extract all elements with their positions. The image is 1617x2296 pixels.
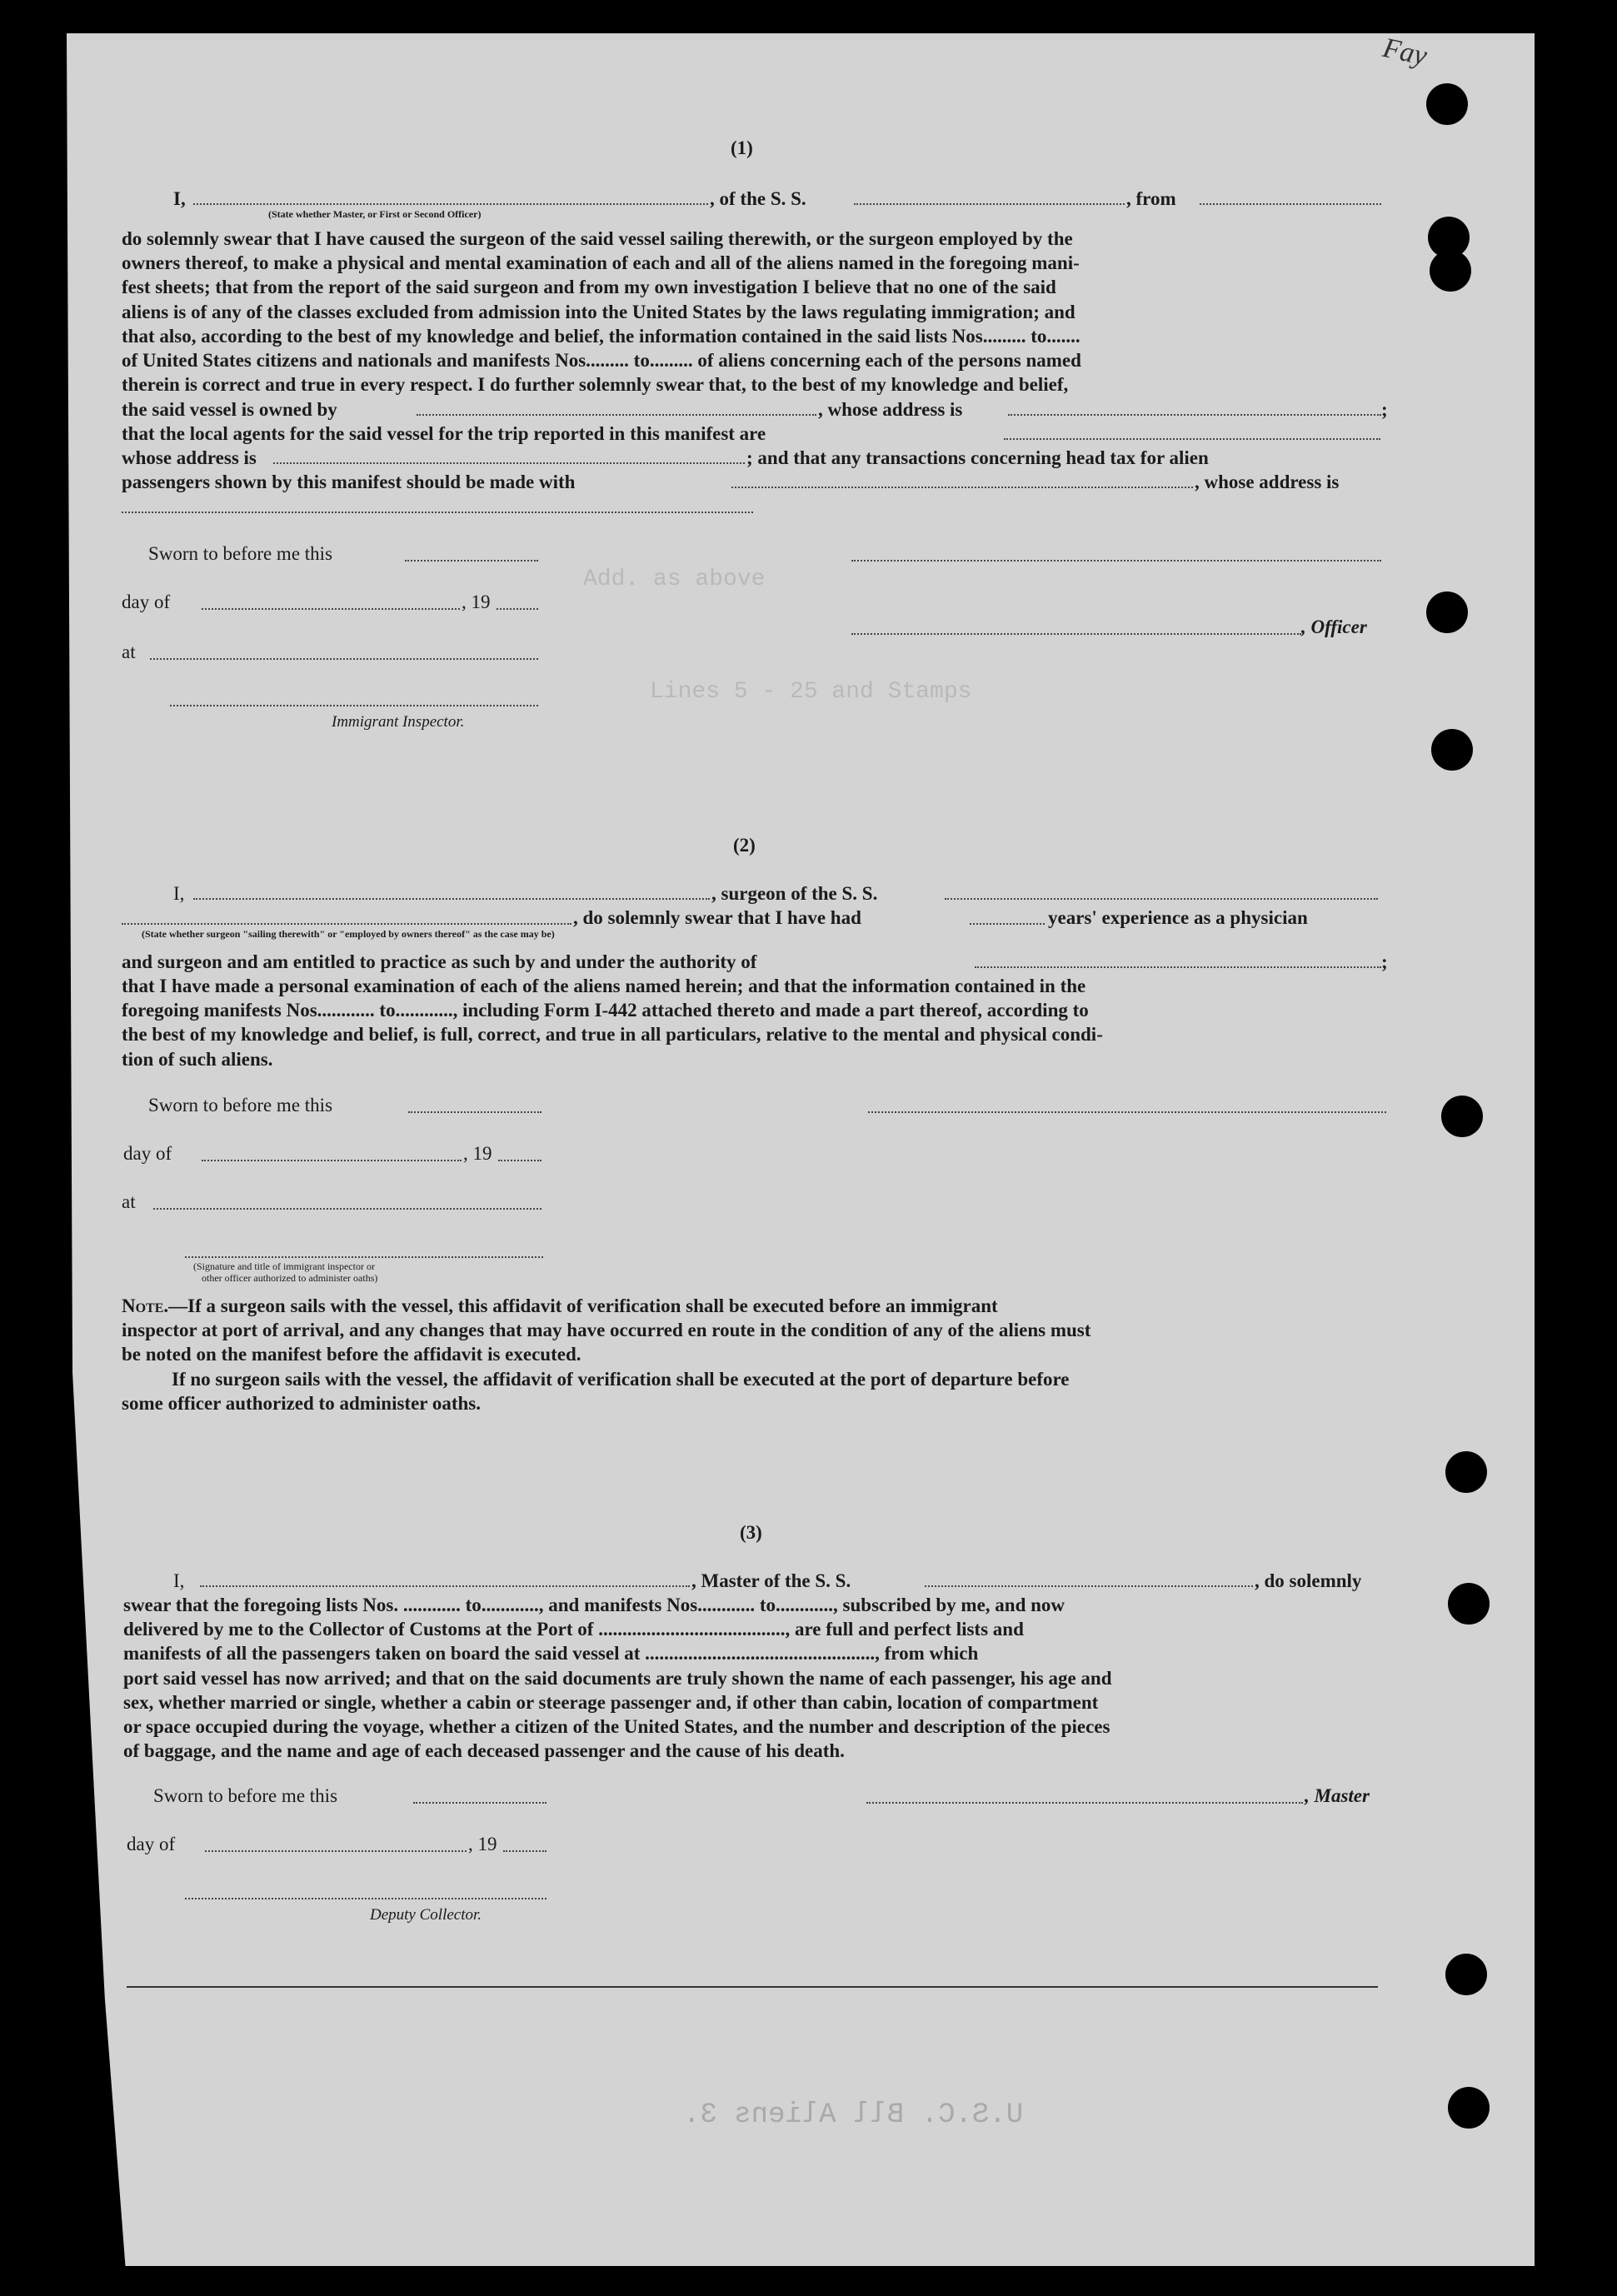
semicolon: ; (1381, 399, 1388, 420)
agent-address-label: whose address is (122, 447, 257, 468)
year-field[interactable] (497, 608, 538, 610)
place-field[interactable] (150, 658, 538, 660)
do-solemnly-label: , do solemnly (1255, 1570, 1362, 1591)
head-tax-text: ; and that any transactions concerning head tax for alien (746, 447, 1209, 468)
oath-line: or space occupied during the voyage, whether a citizen of the United States, and the number and description of the pieces (123, 1716, 1110, 1738)
handwritten-mark: Fay (1380, 32, 1430, 72)
day-of-label: day of (123, 1143, 172, 1164)
authority-field[interactable] (975, 966, 1381, 968)
local-agents-field[interactable] (1004, 438, 1380, 440)
punch-hole (1445, 1954, 1487, 1995)
signature-note: (Signature and title of immigrant inspector or (193, 1260, 375, 1272)
signature-note: other officer authorized to administer oaths) (202, 1272, 378, 1284)
oath-line: manifests of all the passengers taken on board the said vessel at ................................................, from which (123, 1643, 979, 1665)
authority-label: and surgeon and am entitled to practice as such by and under the authority of (122, 951, 757, 972)
oath-line: swear that the foregoing lists Nos. ............ to............, and manifests Nos............ to............, subscribed by me, and now (123, 1595, 1066, 1615)
years-experience-label: years' experience as a physician (1048, 907, 1308, 928)
sworn-label: Sworn to before me this (153, 1785, 338, 1806)
oath-line: foregoing manifests Nos............ to............, including Form I-442 attached thereto and made a part thereof, according to (122, 1000, 1089, 1021)
sworn-label: Sworn to before me this (148, 1095, 333, 1116)
oath-line: sex, whether married or single, whether a cabin or steerage passenger and, if other than cabin, location of compartment (123, 1691, 1099, 1713)
surgeon-of-label: , surgeon of the S. S. (711, 883, 878, 904)
officer-signature-field[interactable] (851, 560, 1381, 562)
oath-line: of United States citizens and nationals and manifests Nos......... to......... of aliens concerning each of the persons named (122, 350, 1081, 372)
oath-line: aliens is of any of the classes excluded from admission into the United States by the laws regulating immigration; and (122, 301, 1076, 322)
note-line: If no surgeon sails with the vessel, the affidavit of verification shall be executed at the port of departure before (172, 1368, 1070, 1390)
sworn-day-field[interactable] (405, 560, 538, 562)
master-name-field[interactable] (193, 203, 708, 205)
deputy-collector-label: Deputy Collector. (370, 1906, 482, 1924)
note-line: —If a surgeon sails with the vessel, this affidavit of verification shall be executed before an immigrant (168, 1295, 998, 1316)
vessel-name-field[interactable] (854, 203, 1125, 205)
agent-address-field[interactable] (273, 462, 745, 464)
day-of-label: day of (127, 1834, 176, 1854)
oath-line: tion of such aliens. (122, 1048, 273, 1070)
of-ss-label: , of the S. S. (710, 188, 806, 209)
surgeon-vessel-field[interactable] (945, 898, 1378, 900)
from-port-field[interactable] (1200, 203, 1381, 205)
officer-label: , Officer (1301, 616, 1367, 637)
footer-stamp: U.S.C. Bll Aliens 3. (683, 2099, 1024, 2131)
immigrant-inspector-label: Immigrant Inspector. (332, 713, 465, 731)
master-signature-field[interactable] (866, 1802, 1303, 1804)
whose-address-end-label: , whose address is (1195, 472, 1340, 492)
punch-hole (1426, 83, 1468, 125)
at-label: at (122, 641, 136, 662)
verifier-signature-field[interactable] (185, 1256, 543, 1258)
year-label: , 19 (468, 1834, 497, 1854)
note-label: Note. (122, 1295, 169, 1316)
year-field[interactable] (498, 1160, 541, 1161)
master-of-label: , Master of the S. S. (691, 1570, 851, 1591)
oath-paragraph-1 (122, 227, 1385, 397)
note-line: some officer authorized to administer oaths. (122, 1392, 481, 1414)
head-tax-address-field[interactable] (122, 512, 753, 513)
i-label: I, (173, 188, 186, 209)
years-field[interactable] (970, 923, 1045, 925)
from-label: , from (1126, 188, 1176, 209)
place-field[interactable] (153, 1208, 541, 1210)
oath-line: delivered by me to the Collector of Customs at the Port of ......................................., are full and perfect lists and (123, 1619, 1024, 1640)
month-field[interactable] (202, 1160, 462, 1161)
inspector-signature-field[interactable] (170, 705, 538, 706)
semicolon: ; (1381, 951, 1388, 972)
at-label: at (122, 1191, 136, 1212)
i-label: I, (173, 1570, 185, 1591)
punch-hole (1445, 1451, 1487, 1493)
surgeon-status-note: (State whether surgeon "sailing therewith" or "employed by owners thereof" as the case may be) (142, 928, 555, 940)
month-field[interactable] (202, 608, 460, 610)
officer-rank-note: (State whether Master, or First or Second Officer) (268, 208, 482, 220)
year-label: , 19 (462, 591, 491, 612)
punch-hole (1426, 591, 1468, 633)
owner-address-field[interactable] (1008, 414, 1381, 416)
whose-address-label: , whose address is (818, 399, 963, 420)
note-line: inspector at port of arrival, and any changes that may have occurred en route in the condition of any of the aliens must (122, 1320, 1091, 1341)
master-name-field[interactable] (200, 1585, 690, 1587)
surgeon-name-field[interactable] (193, 898, 710, 900)
swear-had-label: , do solemnly swear that I have had (573, 907, 861, 928)
oath-line: therein is correct and true in every respect. I do further solemnly swear that, to the best of my knowledge and belief, (122, 374, 1069, 396)
oath-line: owners thereof, to make a physical and mental examination of each and all of the aliens named in the foregoing mani- (122, 252, 1080, 274)
section-number-2: (2) (733, 835, 756, 856)
section-number-3: (3) (740, 1522, 762, 1543)
punch-hole (1441, 1096, 1483, 1137)
oath-line: that also, according to the best of my knowledge and belief, the information contained in the said lists Nos......... to....... (122, 325, 1080, 347)
oath-line: of baggage, and the name and age of each deceased passenger and the cause of his death. (123, 1740, 845, 1762)
master-label: , Master (1305, 1785, 1370, 1806)
oath-line: that I have made a personal examination of each of the aliens named herein; and that the information contained in the (122, 976, 1086, 996)
month-field[interactable] (205, 1850, 467, 1852)
punch-hole (1430, 250, 1471, 292)
head-tax-agent-field[interactable] (731, 487, 1193, 488)
i-label: I, (173, 883, 185, 904)
day-of-label: day of (122, 591, 171, 612)
owner-field[interactable] (417, 414, 816, 416)
master-vessel-field[interactable] (925, 1585, 1253, 1587)
note-paragraph (122, 1294, 1388, 1415)
punch-hole (1448, 1583, 1490, 1625)
section-number-1: (1) (731, 137, 753, 158)
note-line: be noted on the manifest before the affidavit is executed. (122, 1344, 581, 1365)
passengers-label: passengers shown by this manifest should be made with (122, 472, 576, 492)
year-label: , 19 (463, 1143, 492, 1164)
sworn-label: Sworn to before me this (148, 543, 333, 564)
oath-line: port said vessel has now arrived; and that on the said documents are truly shown the name of each passenger, his age and (123, 1667, 1112, 1689)
surgeon-status-field[interactable] (122, 923, 571, 925)
punch-hole (1448, 2087, 1490, 2129)
bottom-rule (127, 1986, 1378, 1988)
bleed-through-text: Add. as above (583, 567, 766, 592)
local-agents-label: that the local agents for the said vessel for the trip reported in this manifest are (122, 423, 766, 444)
owned-by-label: the said vessel is owned by (122, 399, 337, 420)
sworn-day-field[interactable] (408, 1111, 541, 1113)
oath-line: fest sheets; that from the report of the said surgeon and from my own investigation I believe that no one of the said (122, 277, 1056, 298)
oath-line: the best of my knowledge and belief, is full, correct, and true in all particulars, relative to the mental and physical condi- (122, 1024, 1103, 1046)
year-field[interactable] (503, 1850, 546, 1852)
master-paragraph (123, 1593, 1388, 1763)
oath-line: do solemnly swear that I have caused the surgeon of the said vessel sailing therewith, or the surgeon employed by the (122, 228, 1073, 249)
punch-hole (1431, 729, 1473, 771)
deputy-signature-field[interactable] (185, 1898, 546, 1899)
bleed-through-text: Lines 5 - 25 and Stamps (650, 679, 972, 705)
surgeon-paragraph (122, 974, 1385, 1071)
sworn-day-field[interactable] (413, 1802, 546, 1804)
surgeon-signature-field[interactable] (868, 1111, 1386, 1113)
officer-title-field[interactable] (851, 633, 1301, 635)
